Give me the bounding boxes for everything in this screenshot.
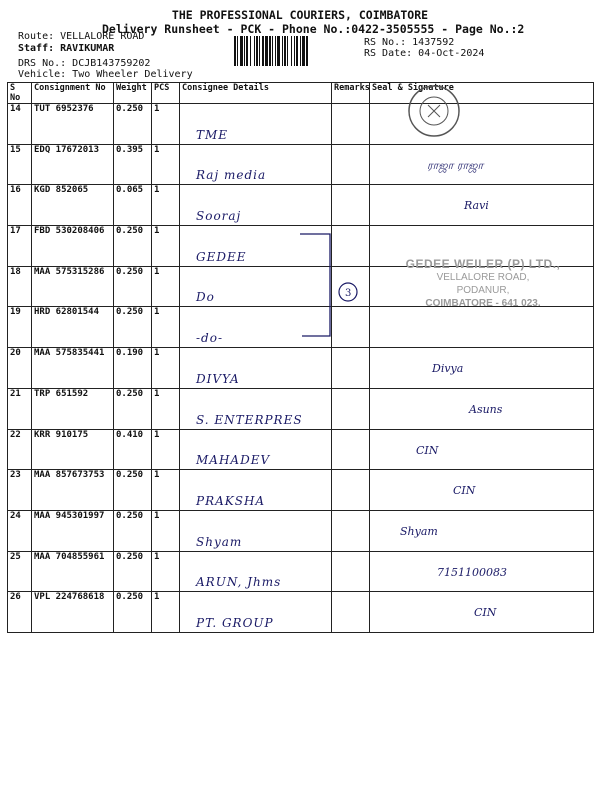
consignment-number-cell: EDQ 17672013	[32, 144, 114, 185]
svg-text:3: 3	[345, 288, 352, 299]
column-header: Consignment No	[32, 83, 114, 104]
barcode-bar	[256, 36, 258, 66]
barcode-bar	[291, 36, 292, 66]
signature-cell	[370, 510, 594, 551]
consignee-handwriting: PT. GROUP	[196, 615, 274, 630]
serial-number-cell: 18	[8, 266, 32, 307]
consignment-number-cell: MAA 575835441	[32, 348, 114, 389]
signature-cell	[370, 104, 594, 145]
pcs-cell: 1	[152, 551, 180, 592]
pcs-cell: 1	[152, 429, 180, 470]
consignee-cell	[180, 510, 332, 551]
pcs-cell: 1	[152, 307, 180, 348]
barcode-bar	[282, 36, 283, 66]
drs-number: DRS No.: DCJB143759202	[18, 58, 151, 69]
signature-handwriting: ராஜா ராஜா	[427, 158, 484, 172]
staff-label: Staff: RAVIKUMAR	[18, 43, 115, 54]
barcode-bar	[275, 36, 276, 66]
remarks-cell	[332, 185, 370, 226]
weight-cell: 0.250	[114, 226, 152, 267]
serial-number-cell: 19	[8, 307, 32, 348]
pcs-cell: 1	[152, 104, 180, 145]
barcode-bar	[272, 36, 273, 66]
rs-date: RS Date: 04-Oct-2024	[364, 48, 485, 59]
remarks-cell	[332, 592, 370, 633]
weight-cell: 0.250	[114, 551, 152, 592]
barcode-bar	[250, 36, 251, 66]
weight-cell: 0.250	[114, 510, 152, 551]
table-row	[8, 388, 594, 429]
signature-cell	[370, 185, 594, 226]
document-subtitle: Delivery Runsheet - PCK - Phone No.:0422-3505555 - Page No.:2	[102, 22, 525, 36]
signature-cell	[370, 470, 594, 511]
signature-handwriting: Divya	[432, 362, 464, 376]
barcode-bar	[234, 36, 236, 66]
consignee-handwriting: MAHADEV	[196, 453, 271, 468]
column-header: Weight	[114, 83, 152, 104]
handwritten-bracket-mark	[290, 230, 370, 340]
remarks-cell	[332, 348, 370, 389]
table-header-row	[8, 83, 594, 104]
barcode-bar	[262, 36, 264, 66]
consignee-handwriting: DIVYA	[196, 371, 240, 386]
consignee-handwriting: -do-	[196, 331, 224, 346]
pcs-cell: 1	[152, 185, 180, 226]
vehicle-label: Vehicle: Two Wheeler Delivery	[18, 69, 193, 80]
serial-number-cell: 23	[8, 470, 32, 511]
signature-handwriting: CIN	[416, 443, 439, 457]
table-row	[8, 185, 594, 226]
weight-cell: 0.395	[114, 144, 152, 185]
signature-cell	[370, 551, 594, 592]
barcode-bar	[237, 36, 238, 66]
weight-cell: 0.410	[114, 429, 152, 470]
weight-cell: 0.250	[114, 592, 152, 633]
weight-cell: 0.250	[114, 104, 152, 145]
rs-number: RS No.: 1437592	[364, 37, 455, 48]
consignee-cell	[180, 185, 332, 226]
barcode-bar	[300, 36, 301, 66]
pcs-cell: 1	[152, 226, 180, 267]
serial-number-cell: 16	[8, 185, 32, 226]
serial-number-cell: 20	[8, 348, 32, 389]
barcode-bar	[302, 36, 305, 66]
table-row	[8, 592, 594, 633]
runsheet-table	[7, 82, 594, 633]
consignee-handwriting: Shyam	[196, 534, 243, 549]
company-address-stamp	[378, 258, 588, 318]
consignee-cell	[180, 470, 332, 511]
table-row	[8, 510, 594, 551]
barcode-bar	[269, 36, 271, 66]
pcs-cell: 1	[152, 266, 180, 307]
pcs-cell: 1	[152, 510, 180, 551]
consignment-number-cell: TUT 6952376	[32, 104, 114, 145]
weight-cell: 0.250	[114, 470, 152, 511]
table-row	[8, 144, 594, 185]
consignee-cell	[180, 144, 332, 185]
signature-cell	[370, 429, 594, 470]
barcode-bar	[277, 36, 280, 66]
barcode-bar	[265, 36, 268, 66]
signature-cell	[370, 592, 594, 633]
table-row	[8, 429, 594, 470]
weight-cell: 0.250	[114, 307, 152, 348]
remarks-cell	[332, 144, 370, 185]
consignee-cell	[180, 551, 332, 592]
column-header: PCS	[152, 83, 180, 104]
barcode-bar	[306, 36, 308, 66]
consignee-handwriting: Raj media	[196, 168, 267, 183]
signature-handwriting: CIN	[453, 484, 476, 498]
pcs-cell: 1	[152, 592, 180, 633]
barcode-bar	[254, 36, 255, 66]
consignee-cell	[180, 592, 332, 633]
pcs-cell: 1	[152, 348, 180, 389]
consignee-cell	[180, 348, 332, 389]
consignment-number-cell: HRD 62801544	[32, 307, 114, 348]
document-title: THE PROFESSIONAL COURIERS, COIMBATORE	[171, 8, 429, 22]
consignment-number-cell: MAA 945301997	[32, 510, 114, 551]
consignee-cell	[180, 429, 332, 470]
signature-handwriting: CIN	[474, 606, 497, 620]
pcs-cell: 1	[152, 144, 180, 185]
consignee-handwriting: S. ENTERPRES	[196, 412, 303, 427]
table-row	[8, 551, 594, 592]
consignee-handwriting: PRAKSHA	[196, 493, 266, 508]
barcode-bar	[244, 36, 245, 66]
consignee-handwriting: Sooraj	[196, 209, 242, 224]
stamp-area: PODANUR,	[456, 285, 510, 296]
remarks-cell	[332, 388, 370, 429]
serial-number-cell: 14	[8, 104, 32, 145]
barcode-bar	[294, 36, 295, 66]
consignee-handwriting: GEDEE	[196, 249, 247, 264]
consignment-number-cell: FBD 530208406	[32, 226, 114, 267]
barcode-bar	[240, 36, 243, 66]
table-row	[8, 470, 594, 511]
weight-cell: 0.190	[114, 348, 152, 389]
serial-number-cell: 25	[8, 551, 32, 592]
barcode-bar	[287, 36, 288, 66]
weight-cell: 0.250	[114, 266, 152, 307]
company-seal-stamp	[406, 83, 462, 139]
consignee-handwriting: TME	[196, 127, 229, 142]
consignment-number-cell: TRP 651592	[32, 388, 114, 429]
column-header: Consignee Details	[180, 83, 332, 104]
barcode-bar	[296, 36, 298, 66]
signature-cell	[370, 388, 594, 429]
signature-handwriting: 7151100083	[437, 565, 507, 579]
signature-cell	[370, 144, 594, 185]
column-header: S No	[8, 83, 32, 104]
barcode-image	[232, 36, 354, 66]
consignee-cell	[180, 104, 332, 145]
serial-number-cell: 17	[8, 226, 32, 267]
weight-cell: 0.065	[114, 185, 152, 226]
signature-handwriting: Shyam	[400, 524, 438, 538]
route-label: Route: VELLALORE ROAD	[18, 31, 145, 42]
signature-handwriting: Asuns	[469, 402, 503, 416]
column-header: Remarks	[332, 83, 370, 104]
signature-handwriting: Ravi	[464, 199, 489, 213]
remarks-cell	[332, 429, 370, 470]
signature-cell	[370, 348, 594, 389]
table-row	[8, 348, 594, 389]
consignment-number-cell: KRR 910175	[32, 429, 114, 470]
serial-number-cell: 26	[8, 592, 32, 633]
stamp-road: VELLALORE ROAD,	[436, 272, 530, 283]
stamp-company-name: GEDEE WEILER (P) LTD.,	[405, 257, 561, 271]
serial-number-cell: 22	[8, 429, 32, 470]
consignment-number-cell: MAA 575315286	[32, 266, 114, 307]
consignment-number-cell: MAA 704855961	[32, 551, 114, 592]
remarks-cell	[332, 551, 370, 592]
column-header: Seal & Signature	[370, 83, 594, 104]
pcs-cell: 1	[152, 388, 180, 429]
barcode-bar	[284, 36, 286, 66]
consignee-handwriting: Do	[196, 290, 215, 305]
consignment-number-cell: MAA 857673753	[32, 470, 114, 511]
consignment-number-cell: KGD 852065	[32, 185, 114, 226]
remarks-cell	[332, 470, 370, 511]
serial-number-cell: 15	[8, 144, 32, 185]
barcode-bar	[259, 36, 260, 66]
consignment-number-cell: VPL 224768618	[32, 592, 114, 633]
weight-cell: 0.250	[114, 388, 152, 429]
barcode-bar	[246, 36, 248, 66]
stamp-city: COIMBATORE - 641 023.	[425, 298, 541, 309]
pcs-cell: 1	[152, 470, 180, 511]
remarks-cell	[332, 510, 370, 551]
serial-number-cell: 21	[8, 388, 32, 429]
consignee-handwriting: ARUN, Jhms	[196, 575, 282, 590]
table-row	[8, 104, 594, 145]
consignee-cell	[180, 388, 332, 429]
serial-number-cell: 24	[8, 510, 32, 551]
remarks-cell	[332, 104, 370, 145]
